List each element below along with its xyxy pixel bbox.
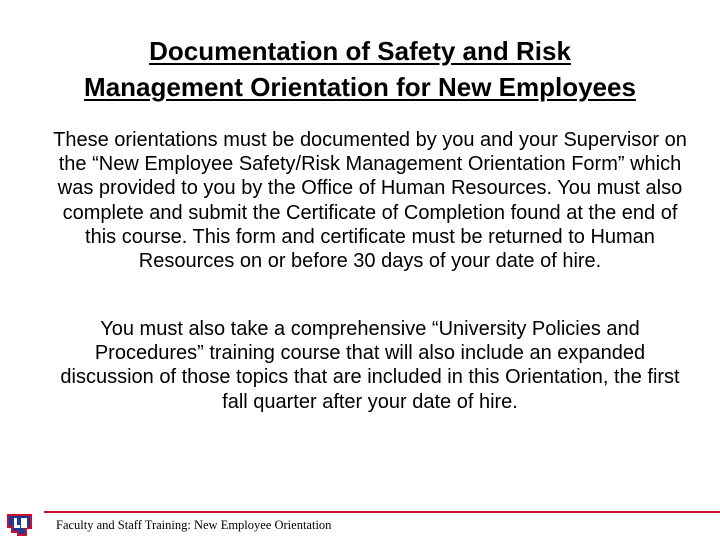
slide-title-line-1: Documentation of Safety and Risk: [149, 36, 571, 66]
footer-text: Faculty and Staff Training: New Employee Orientation: [56, 518, 332, 532]
slide-title: [0, 33, 720, 105]
orientation-documentation-paragraph: These orientations must be documented by you and your Supervisor on the “New Employee Safety/Risk Management Orientation Form” which was provided to you by the Office of Human Resources. You must also complete and submit the Certificate of Completion found at the end of this course. This form and certificate must be returned to Human Resources on or before 30 days of your date of hire.: [53, 129, 687, 273]
policies-training-paragraph: You must also take a comprehensive “University Policies and Procedures” training course that will also include an expanded discussion of those topics that are included in this Orientation, the first fall quarter after your date of hire.: [60, 318, 680, 413]
university-logo-icon: [5, 511, 35, 539]
slide-title-line-2: Management Orientation for New Employees: [84, 72, 636, 102]
footer-divider: [44, 511, 720, 513]
